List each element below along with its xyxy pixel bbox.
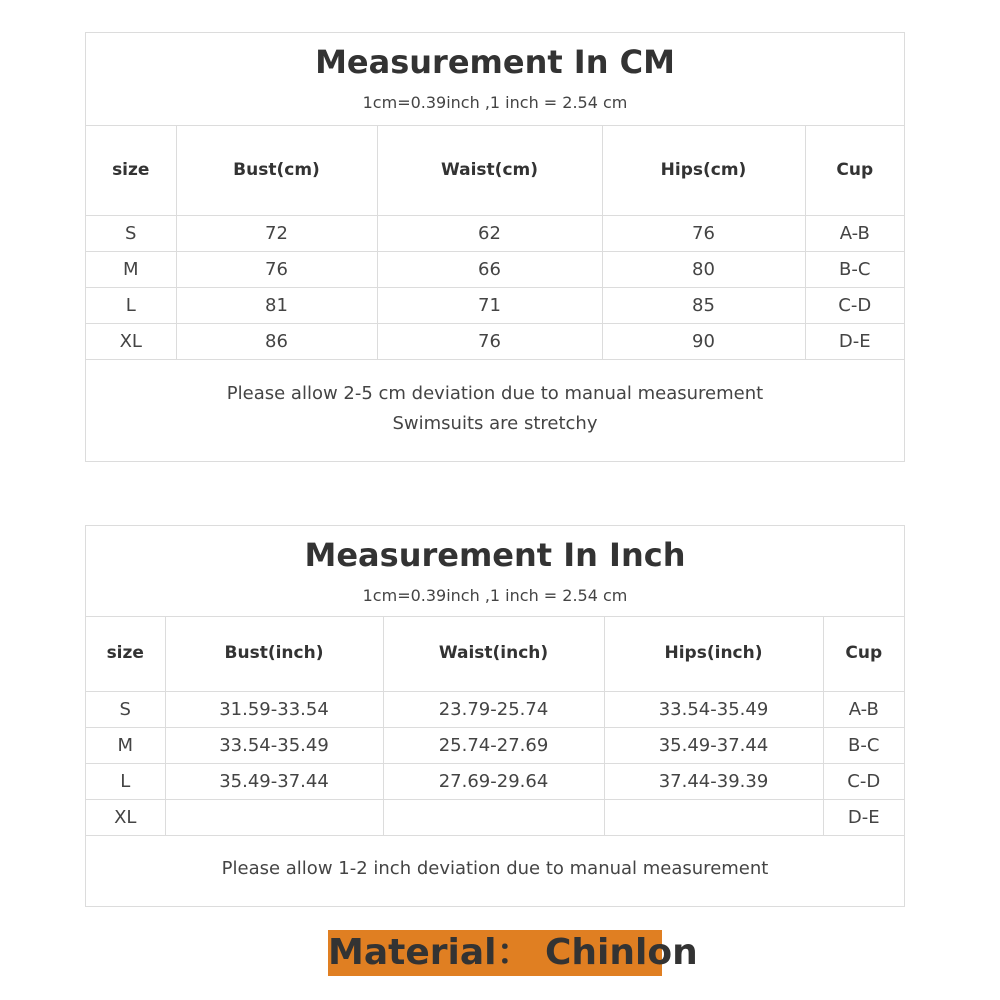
table-cell: D-E: [823, 799, 904, 835]
inch-measurement-table: [85, 525, 905, 907]
cm-size-grid: [86, 125, 904, 360]
table-row: [86, 251, 904, 287]
table-cell: 71: [377, 287, 602, 323]
table-cell: 90: [602, 323, 805, 359]
table-cell: D-E: [805, 323, 904, 359]
table-cell: 76: [602, 215, 805, 251]
table-cell: 85: [602, 287, 805, 323]
table-cell: S: [86, 691, 165, 727]
table-cell: 86: [176, 323, 377, 359]
cm-notes: [86, 359, 904, 461]
table-cell: XL: [86, 799, 165, 835]
table-cell: 33.54-35.49: [604, 691, 823, 727]
table-cell: 37.44-39.39: [604, 763, 823, 799]
table-cell: C-D: [823, 763, 904, 799]
table-cell: 27.69-29.64: [383, 763, 604, 799]
cm-header-row: [86, 125, 904, 215]
table-cell: [604, 799, 823, 835]
column-header: Cup: [823, 616, 904, 691]
table-cell: B-C: [823, 727, 904, 763]
column-header: size: [86, 125, 176, 215]
deviation-note: Please allow 2-5 cm deviation due to manual measurement: [226, 383, 764, 404]
inch-conversion-note: 1cm=0.39inch ,1 inch = 2.54 cm: [362, 586, 628, 605]
table-cell: 81: [176, 287, 377, 323]
inch-table-header: [86, 526, 904, 617]
table-cell: [165, 799, 383, 835]
table-row: [86, 727, 904, 763]
column-header: Hips(cm): [602, 125, 805, 215]
inch-size-grid: [86, 616, 904, 836]
material-label: Material： Chinlon: [328, 932, 698, 973]
table-cell: A-B: [823, 691, 904, 727]
table-cell: 35.49-37.44: [604, 727, 823, 763]
table-row: [86, 763, 904, 799]
column-header: Waist(inch): [383, 616, 604, 691]
table-cell: M: [86, 727, 165, 763]
table-cell: 35.49-37.44: [165, 763, 383, 799]
column-header: size: [86, 616, 165, 691]
table-row: [86, 287, 904, 323]
table-row: [86, 799, 904, 835]
table-cell: [383, 799, 604, 835]
table-cell: M: [86, 251, 176, 287]
table-cell: 66: [377, 251, 602, 287]
cm-table-title: Measurement In CM: [315, 43, 675, 81]
table-row: [86, 323, 904, 359]
table-cell: B-C: [805, 251, 904, 287]
inch-table-title: Measurement In Inch: [304, 536, 686, 574]
table-row: [86, 215, 904, 251]
column-header: Cup: [805, 125, 904, 215]
cm-conversion-note: 1cm=0.39inch ,1 inch = 2.54 cm: [362, 93, 628, 112]
table-cell: 25.74-27.69: [383, 727, 604, 763]
table-cell: 31.59-33.54: [165, 691, 383, 727]
table-cell: 76: [377, 323, 602, 359]
column-header: Bust(inch): [165, 616, 383, 691]
stretch-note: Swimsuits are stretchy: [392, 413, 598, 434]
table-cell: XL: [86, 323, 176, 359]
table-cell: 62: [377, 215, 602, 251]
table-cell: 33.54-35.49: [165, 727, 383, 763]
cm-measurement-table: [85, 32, 905, 462]
table-cell: S: [86, 215, 176, 251]
table-cell: 72: [176, 215, 377, 251]
table-row: [86, 691, 904, 727]
inch-notes: [86, 832, 904, 906]
table-cell: L: [86, 287, 176, 323]
cm-table-header: [86, 33, 904, 126]
column-header: Bust(cm): [176, 125, 377, 215]
table-cell: 76: [176, 251, 377, 287]
deviation-note: Please allow 1-2 inch deviation due to manual measurement: [221, 858, 769, 879]
material-banner: [328, 930, 698, 976]
column-header: Waist(cm): [377, 125, 602, 215]
table-cell: L: [86, 763, 165, 799]
table-cell: 23.79-25.74: [383, 691, 604, 727]
table-cell: C-D: [805, 287, 904, 323]
table-cell: 80: [602, 251, 805, 287]
table-cell: A-B: [805, 215, 904, 251]
inch-header-row: [86, 616, 904, 691]
column-header: Hips(inch): [604, 616, 823, 691]
